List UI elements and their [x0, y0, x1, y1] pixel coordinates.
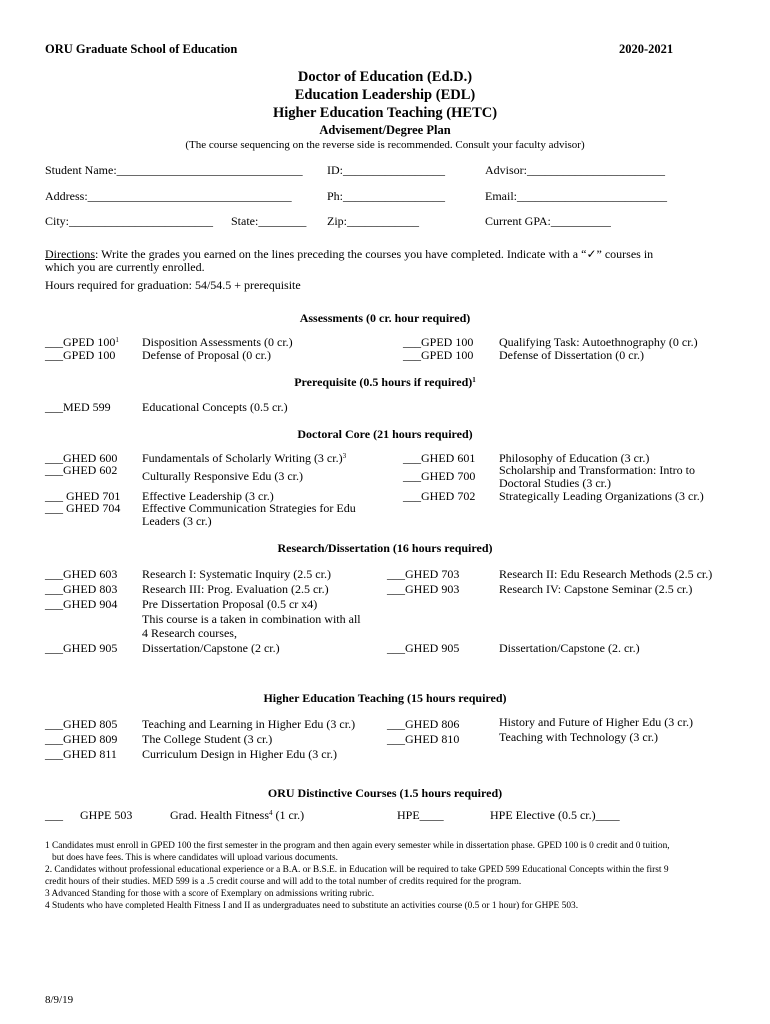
title-program: Education Leadership (EDL)	[294, 87, 476, 103]
id-field[interactable]: ID:_________________	[327, 163, 445, 177]
title-plan: Advisement/Degree Plan	[319, 123, 451, 137]
directions-text: : Write the grades you earned on the lines preceding the courses you have completed. Indicate with a “✓” courses in	[95, 247, 654, 261]
course-code: ___GHED 703	[387, 567, 460, 581]
footnote-3: 3 Advanced Standing for those with a score of Exemplary on admissions writing rubric.	[45, 889, 375, 899]
course-name: Research I: Systematic Inquiry (2.5 cr.)	[142, 567, 331, 581]
zip-field[interactable]: Zip:____________	[327, 214, 419, 228]
course-name: Culturally Responsive Edu (3 cr.)	[142, 469, 303, 483]
section-prerequisite: Prerequisite (0.5 hours if required)$^1$	[294, 375, 476, 389]
address-field[interactable]: Address:__________________________________	[45, 189, 292, 203]
course-code: ___GHED 702	[403, 489, 476, 503]
footnote-2: 2. Candidates without professional educational experience or a B.A. or B.S.E. in Education will be required to take GPED 599 Educational Concepts within the first 9	[45, 865, 669, 875]
course-name: Research IV: Capstone Seminar (2.5 cr.)	[499, 582, 693, 596]
footnote-4: 4 Students who have completed Health Fitness I and II as undergraduates need to substitute an activities course (0.5 or 1 hour) for GHPE 503.	[45, 901, 579, 911]
course-code: ___GHED 806	[387, 717, 460, 731]
course-name: Teaching and Learning in Higher Edu (3 cr.)	[142, 717, 356, 731]
gpa-field[interactable]: Current GPA:__________	[485, 214, 611, 228]
title-concentration: Higher Education Teaching (HETC)	[272, 105, 498, 121]
grade-blank: ___	[45, 808, 63, 822]
course-name: Strategically Leading Organizations (3 cr.)	[499, 489, 704, 503]
course-code: ___GPED $100^1$	[45, 335, 119, 349]
course-code: ___GHED 810	[387, 732, 460, 746]
sequencing-note: (The course sequencing on the reverse side is recommended. Consult your faculty advisor)	[185, 139, 585, 151]
course-code: ___GHED 700	[403, 469, 476, 483]
course-name: Research II: Edu Research Methods (2.5 cr.)	[499, 567, 713, 581]
course-name: Defense of Dissertation (0 cr.)	[499, 348, 644, 362]
course-note: This course is a taken in combination with all	[142, 612, 361, 626]
course-name: Qualifying Task: Autoethnography (0 cr.)	[499, 335, 698, 349]
academic-year: 2020-2021	[619, 42, 674, 56]
footnote-1-cont: but does have fees. This is where candidates will upload various documents.	[52, 853, 338, 863]
course-code: ___GHED 905	[45, 641, 118, 655]
course-name: Scholarship and Transformation: Intro to	[499, 463, 695, 477]
course-code: ___GHED 811	[45, 747, 117, 761]
course-code: ___GHED 603	[45, 567, 118, 581]
course-code: ___GHED 803	[45, 582, 118, 596]
course-note: 4 Research courses,	[142, 626, 237, 640]
course-name: Philosophy of Education (3 cr.)	[499, 451, 650, 465]
course-code: ___GHED 903	[387, 582, 460, 596]
course-code: ___ GHED 704	[45, 501, 121, 515]
course-code: ___GHED 805	[45, 717, 118, 731]
title-degree: Doctor of Education (Ed.D.)	[297, 69, 473, 85]
course-code: ___GPED 100	[403, 348, 474, 362]
course-code: ___GHED 905	[387, 641, 460, 655]
course-code: ___GHED 904	[45, 597, 118, 611]
course-name: Dissertation/Capstone (2. cr.)	[499, 641, 640, 655]
course-code: ___ GHED 701	[45, 489, 121, 503]
section-research: Research/Dissertation (16 hours required)	[277, 541, 493, 555]
course-code: ___GHED 809	[45, 732, 118, 746]
course-code: GHPE 503	[80, 808, 133, 822]
directions-text-cont: which you are currently enrolled.	[45, 260, 205, 274]
course-name: Effective Communication Strategies for Edu	[142, 501, 356, 515]
hpe-elective: HPE Elective (0.5 cr.)____	[490, 808, 620, 822]
course-code: ___GHED 600	[45, 451, 118, 465]
course-name: Research III: Prog. Evaluation (2.5 cr.)	[142, 582, 329, 596]
course-code: ___MED 599	[45, 400, 111, 414]
course-name: The College Student (3 cr.)	[142, 732, 273, 746]
revision-date: 8/9/19	[45, 994, 74, 1006]
city-field[interactable]: City:________________________	[45, 214, 214, 228]
course-code: ___GHED 602	[45, 463, 118, 477]
course-name: Disposition Assessments (0 cr.)	[142, 335, 293, 349]
course-name: Doctoral Studies (3 cr.)	[499, 476, 611, 490]
state-field[interactable]: State:________	[231, 214, 307, 228]
course-name: Leaders (3 cr.)	[142, 514, 212, 528]
hpe-blank: HPE____	[397, 808, 444, 822]
student-name-field[interactable]: Student Name:_______________________________	[45, 163, 303, 177]
course-name: Teaching with Technology (3 cr.)	[499, 730, 659, 744]
section-doctoral-core: Doctoral Core (21 hours required)	[297, 427, 473, 441]
section-assessments: Assessments (0 cr. hour required)	[299, 311, 471, 325]
directions-label: Directions	[45, 247, 95, 261]
footnote-2-cont: credit hours of their studies. MED 599 is a .5 credit course and will add to the total number of credits required for the program.	[45, 877, 522, 887]
course-name: Educational Concepts (0.5 cr.)	[142, 400, 288, 414]
hours-required: Hours required for graduation: 54/54.5 + prerequisite	[45, 278, 301, 292]
course-name: Curriculum Design in Higher Edu (3 cr.)	[142, 747, 337, 761]
school-name: ORU Graduate School of Education	[45, 42, 238, 56]
course-name: Pre Dissertation Proposal (0.5 cr x4)	[142, 597, 318, 611]
section-distinctive: ORU Distinctive Courses (1.5 hours required)	[267, 786, 503, 800]
course-code: ___GPED 100	[45, 348, 116, 362]
course-name: Defense of Proposal (0 cr.)	[142, 348, 271, 362]
course-code: ___GHED 601	[403, 451, 476, 465]
section-het: Higher Education Teaching (15 hours required)	[263, 691, 507, 705]
course-name: Effective Leadership (3 cr.)	[142, 489, 274, 503]
course-name: Dissertation/Capstone (2 cr.)	[142, 641, 280, 655]
course-code: ___GPED 100	[403, 335, 474, 349]
course-name: Fundamentals of Scholarly Writing (3 cr.)$^3$	[142, 451, 347, 465]
course-name: Grad. Health Fitness$^4$ (1 cr.)	[170, 808, 305, 822]
phone-field[interactable]: Ph:_________________	[327, 189, 446, 203]
course-name: History and Future of Higher Edu (3 cr.)	[499, 715, 693, 729]
email-field[interactable]: Email:_________________________	[485, 189, 667, 203]
footnote-1: 1 Candidates must enroll in GPED 100 the first semester in the program and then again every semester while in dissertation phase. GPED 100 is 0 credit and 0 tuition,	[45, 841, 670, 851]
advisor-field[interactable]: Advisor:_______________________	[485, 163, 665, 177]
